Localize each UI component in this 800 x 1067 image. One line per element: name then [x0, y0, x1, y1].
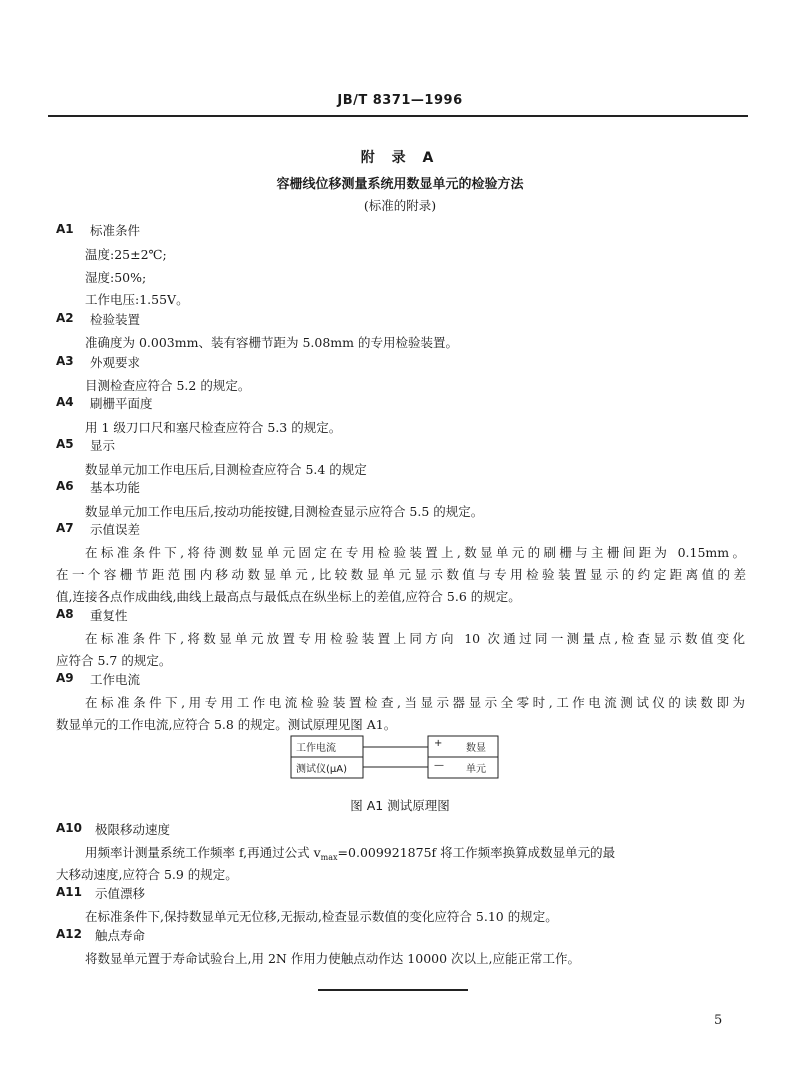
section-number-a3: A3 — [56, 354, 74, 368]
plus-sign: + — [434, 738, 443, 749]
figure-caption: 图 A1 测试原理图 — [350, 798, 450, 813]
meter-label-line1: 工作电流 — [296, 743, 336, 754]
standard-code-header: JB/T 8371—1996 — [337, 93, 463, 108]
body-line: 在标准条件下,保持数显单元无位移,无振动,检查显示数值的变化应符合 5.10 的规定。 — [85, 909, 558, 924]
section-number-a9: A9 — [56, 671, 74, 685]
section-title-a3: 外观要求 — [90, 355, 141, 370]
appendix-note: (标准的附录) — [363, 198, 437, 213]
section-number-a10: A10 — [56, 821, 82, 835]
section-number-a5: A5 — [56, 437, 74, 451]
body-line: 在标准条件下,将待测数显单元固定在专用检验装置上,数显单元的刷栅与主栅间距为 0.15mm。 — [85, 545, 745, 560]
section-title-a6: 基本功能 — [90, 480, 141, 495]
section-number-a8: A8 — [56, 607, 74, 621]
section-title-a1: 标准条件 — [90, 223, 141, 238]
velocity-subscript: max — [320, 853, 338, 862]
body-line: 大移动速度,应符合 5.9 的规定。 — [56, 867, 238, 882]
body-line: 在标准条件下,用专用工作电流检验装置检查,当显示器显示全零时,工作电流测试仪的读数即为 — [85, 695, 745, 710]
appendix-title: 容栅线位移测量系统用数显单元的检验方法 — [276, 177, 524, 192]
section-number-a1: A1 — [56, 222, 74, 236]
minus-sign: — — [434, 760, 444, 771]
body-line: 温度:25±2℃; — [85, 247, 167, 262]
section-title-a2: 检验装置 — [90, 312, 141, 327]
formula-line — [85, 843, 615, 862]
unit-label-line2: 单元 — [466, 764, 486, 775]
body-line: 数显单元加工作电压后,目测检查应符合 5.4 的规定 — [85, 462, 367, 477]
header-rule — [48, 115, 748, 117]
section-title-a8: 重复性 — [90, 608, 128, 623]
body-line: 应符合 5.7 的规定。 — [56, 653, 172, 668]
section-title-a12: 触点寿命 — [95, 928, 146, 943]
body-line: 在标准条件下,将数显单元放置专用检验装置上同方向 10 次通过同一测量点,检查显示数值变化 — [85, 631, 745, 646]
page-number: 5 — [714, 1013, 723, 1028]
body-line: 数显单元的工作电流,应符合 5.8 的规定。测试原理见图 A1。 — [56, 717, 397, 732]
body-line: 湿度:50%; — [85, 270, 147, 285]
section-number-a12: A12 — [56, 927, 82, 941]
unit-label-line1: 数显 — [466, 743, 486, 754]
section-title-a5: 显示 — [90, 438, 116, 453]
section-title-a4: 刷栅平面度 — [90, 396, 153, 411]
end-rule — [318, 989, 468, 991]
section-title-a9: 工作电流 — [90, 672, 141, 687]
body-line: 将数显单元置于寿命试验台上,用 2N 作用力使触点动作达 10000 次以上,应能正常工作。 — [85, 951, 580, 966]
body-line: 目测检查应符合 5.2 的规定。 — [85, 378, 251, 393]
formula-line-rest: =0.009921875f 将工作频率换算成数显单元的最 — [337, 845, 616, 860]
appendix-label: 附 录 A — [360, 150, 440, 166]
meter-label-line2: 测试仪(μA) — [296, 764, 348, 775]
section-number-a4: A4 — [56, 395, 74, 409]
body-line: 在一个容栅节距范围内移动数显单元,比较数显单元显示数值与专用检验装置显示的约定距离值的差 — [56, 567, 746, 582]
body-line: 数显单元加工作电压后,按动功能按键,目测检查显示应符合 5.5 的规定。 — [85, 504, 484, 519]
section-number-a6: A6 — [56, 479, 74, 493]
body-line: 用 1 级刀口尺和塞尺检查应符合 5.3 的规定。 — [85, 420, 342, 435]
test-principle-diagram — [290, 735, 500, 781]
body-line: 值,连接各点作成曲线,曲线上最高点与最低点在纵坐标上的差值,应符合 5.6 的规定。 — [56, 589, 521, 604]
section-number-a11: A11 — [56, 885, 82, 899]
section-number-a7: A7 — [56, 521, 74, 535]
section-title-a7: 示值误差 — [90, 522, 141, 537]
formula-line-start: 用频率计测量系统工作频率 f,再通过公式 v — [85, 845, 321, 860]
section-title-a10: 极限移动速度 — [95, 822, 171, 837]
section-number-a2: A2 — [56, 311, 74, 325]
body-line: 准确度为 0.003mm、装有容栅节距为 5.08mm 的专用检验装置。 — [85, 335, 458, 350]
body-line: 工作电压:1.55V。 — [85, 292, 189, 307]
section-title-a11: 示值漂移 — [95, 886, 146, 901]
